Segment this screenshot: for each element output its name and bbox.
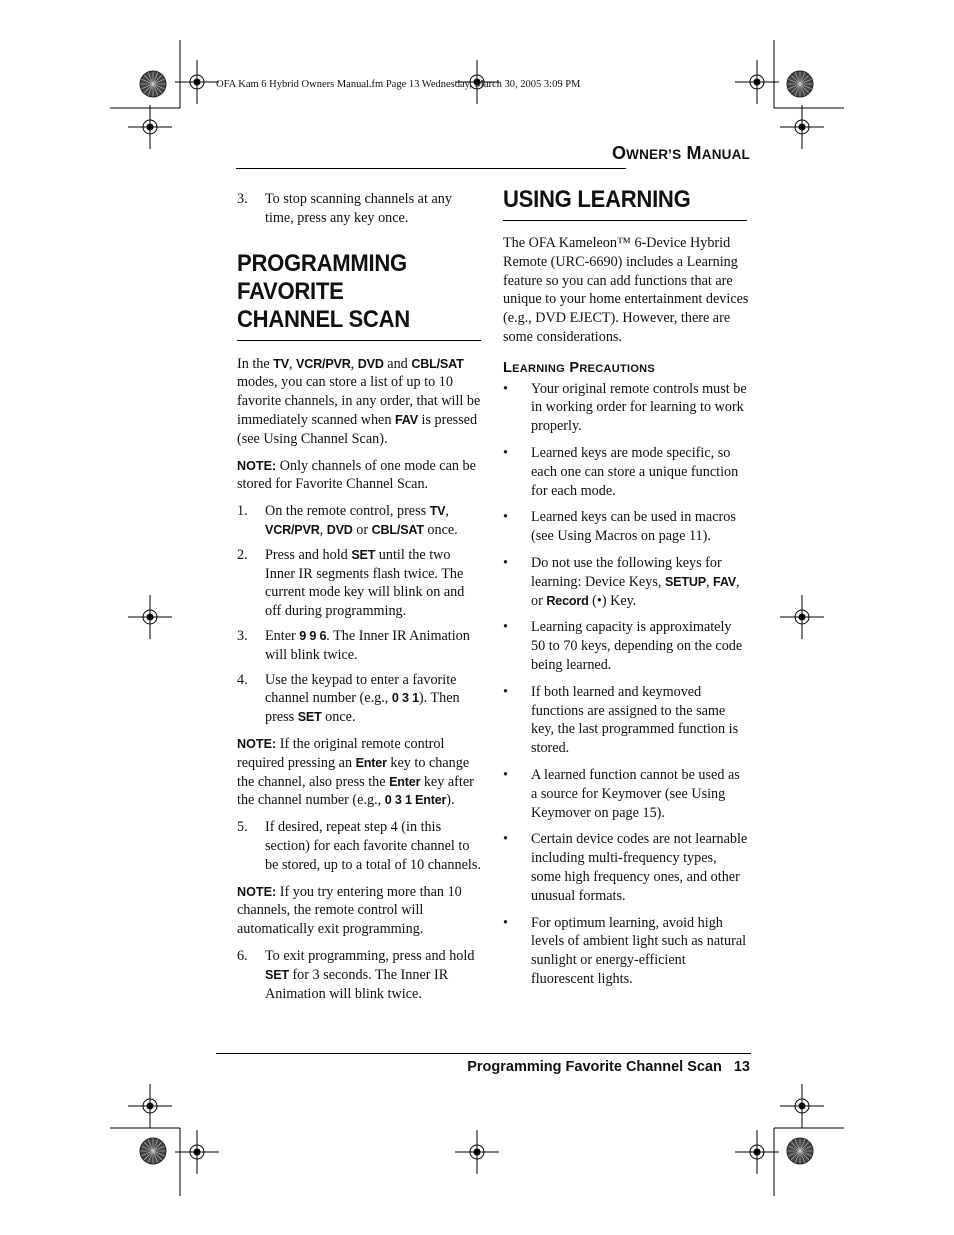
footer-rule: [216, 1053, 751, 1054]
step-5: 5. If desired, repeat step 4 (in this section) for each favorite channel to be stored, up to a total of 10 channels.: [237, 819, 481, 873]
note-one-mode: NOTE: Only channels of one mode can be stored for Favorite Channel Scan.: [237, 457, 476, 493]
bullet-not-learnable: • Certain device codes are not learnable including multi-frequency types, some high frequency ones, and other unusual formats.: [503, 831, 748, 904]
running-head: OWNER’S MANUAL: [611, 143, 750, 163]
note-enter-key: NOTE: If the original remote control required pressing an Enter key to change the channel, also press the Enter key after the channel number (e.g., 0 3 1 Enter).: [237, 735, 474, 809]
bullet-mode-specific: • Learned keys are mode specific, so each one can store a unique function for each mode.: [503, 444, 739, 499]
bullet-keymover-source: • A learned function cannot be used as a source for Keymover (see Using Keymover on page 15).: [503, 766, 740, 821]
bullet-ambient-light: • For optimum learning, avoid high levels of ambient light such as natural sunlight or energy-efficient fluorescent lights.: [503, 914, 747, 987]
bullet-working-order: • Your original remote controls must be in working order for learning to work properly.: [503, 380, 747, 435]
header-rule: [236, 168, 626, 169]
intro-paragraph: In the TV, VCR/PVR, DVD and CBL/SAT modes, you can store a list of up to 10 favorite channels, in any order, that will be immediately scanned when FAV is pressed (see Using Channel Scan).: [237, 355, 481, 447]
step-1: 1. On the remote control, press TV, VCR/PVR, DVD or CBL/SAT once.: [237, 503, 458, 538]
note-more-than-10: NOTE: If you try entering more than 10 channels, the remote control will automatically exit programming.: [237, 883, 462, 938]
learning-intro: The OFA Kameleon™ 6-Device Hybrid Remote (URC-6690) includes a Learning feature so you can add functions that are unique to your home entertainment devices (e.g., DVD EJECT). However, there are some considerations.: [503, 235, 749, 345]
left-column: [237, 190, 483, 1003]
page-number: 13: [733, 1059, 750, 1075]
step-2: 2. Press and hold SET until the two Inner IR segments flash twice. The current mode key will blink on and off during programming.: [237, 546, 465, 620]
section-heading-programming-favorite: PROGRAMMING FAVORITE CHANNEL SCAN: [237, 249, 410, 333]
step-6: 6. To exit programming, press and hold SET for 3 seconds. The Inner IR Animation will blink twice.: [237, 947, 475, 1002]
bullet-keymoved: • If both learned and keymoved functions are assigned to the same key, the last programmed function is stored.: [503, 683, 739, 757]
bullet-excluded-keys: • Do not use the following keys for learning: Device Keys, SETUP, FAV, or Record (•) Key.: [503, 554, 740, 609]
bullet-capacity: • Learning capacity is approximately 50 to 70 keys, depending on the code being learned.: [503, 619, 743, 673]
step-3-stop-scan: 3. To stop scanning channels at any time, press any key once.: [237, 191, 452, 226]
print-slug: OFA Kam 6 Hybrid Owners Manual.fm Page 13 Wednesday, March 30, 2005 3:09 PM: [216, 79, 581, 90]
footer-title: Programming Favorite Channel Scan: [467, 1059, 722, 1075]
section-heading-using-learning: USING LEARNING: [503, 186, 691, 213]
step-3: 3. Enter 9 9 6. The Inner IR Animation will blink twice.: [237, 627, 470, 663]
page-footer: [467, 1059, 750, 1075]
subheading-learning-precautions: LEARNING PRECAUTIONS: [503, 359, 656, 376]
step-4: 4. Use the keypad to enter a favorite channel number (e.g., 0 3 1). Then press SET once.: [237, 671, 460, 726]
right-column: [503, 186, 749, 989]
bullet-macros: • Learned keys can be used in macros (see Using Macros on page 11).: [503, 509, 736, 545]
